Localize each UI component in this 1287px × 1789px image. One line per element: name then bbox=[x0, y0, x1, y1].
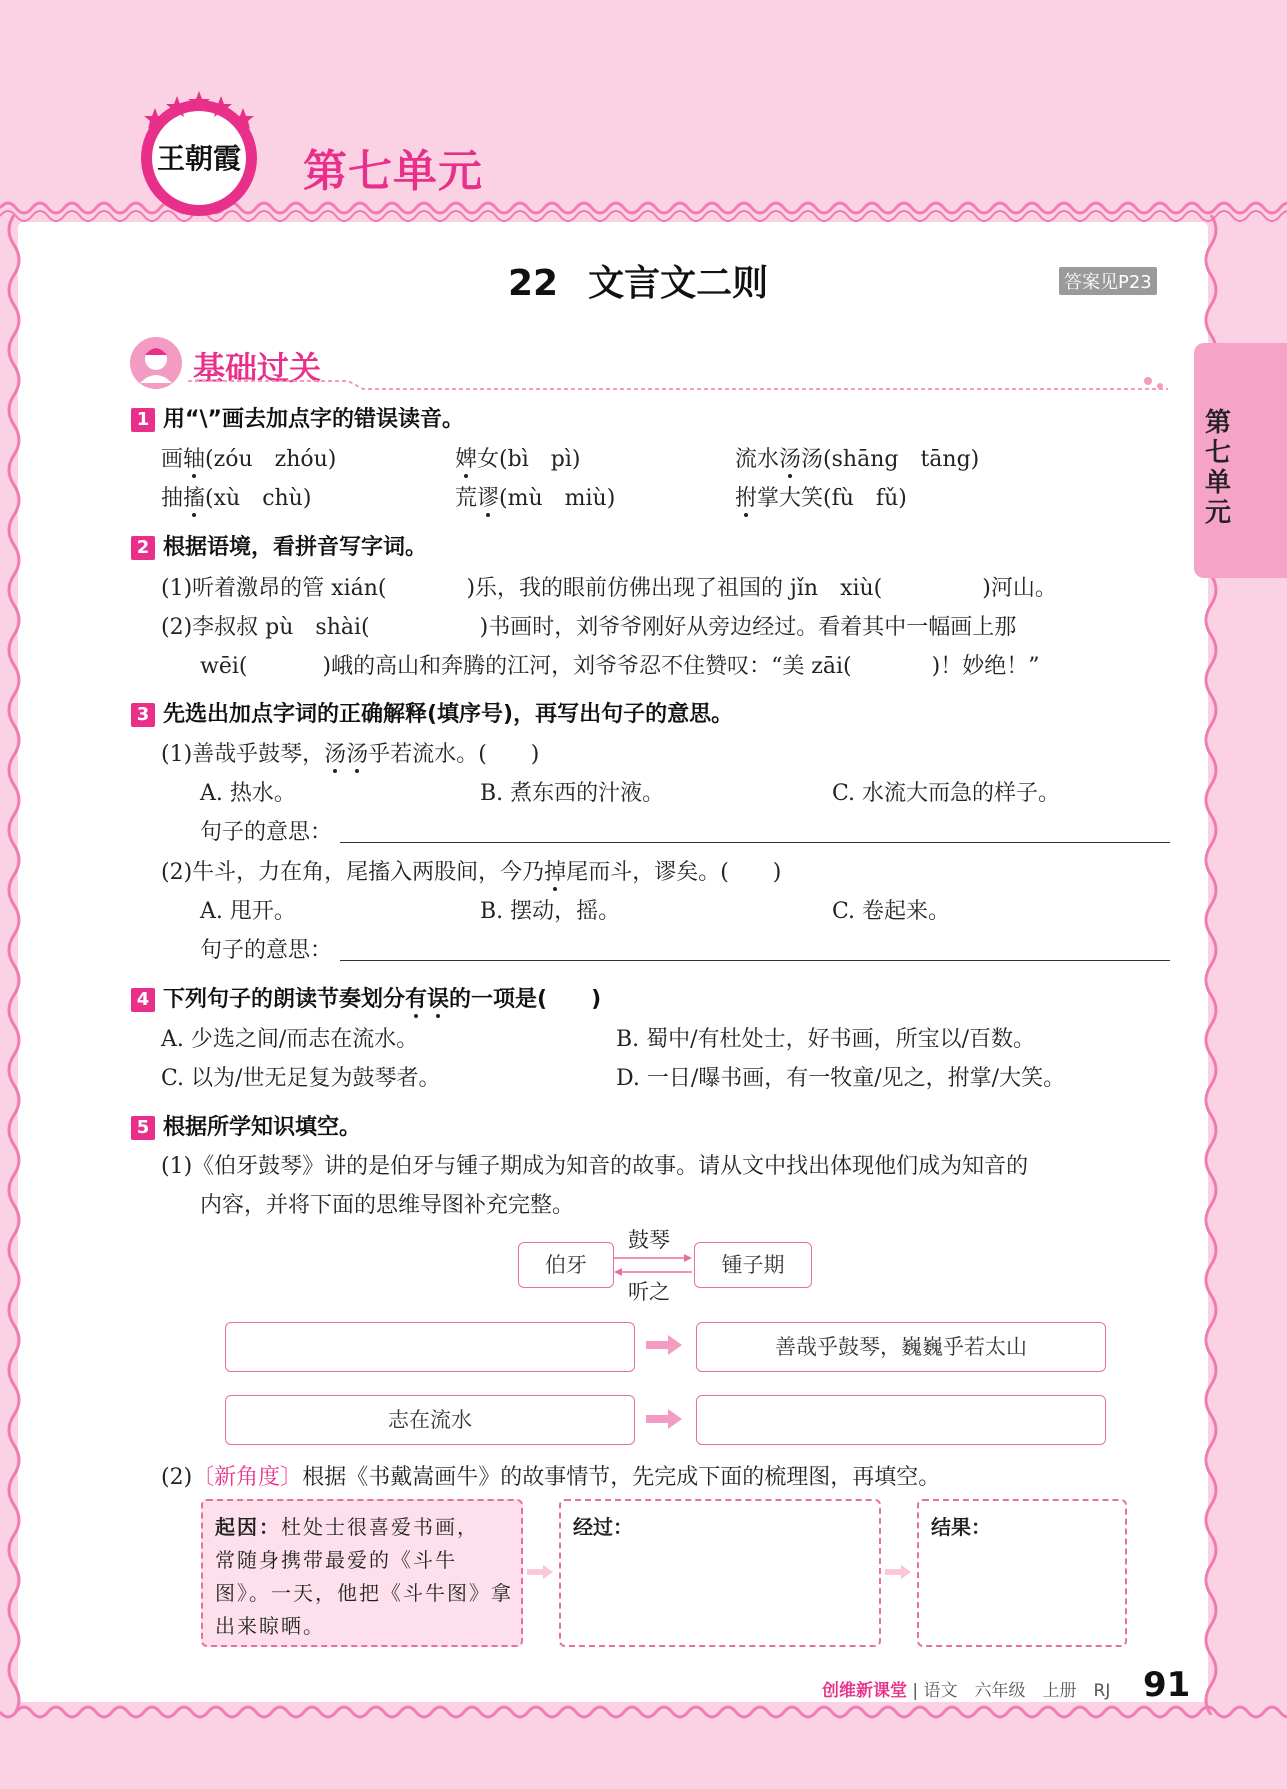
mindmap-blank-row2-right[interactable] bbox=[696, 1395, 1106, 1445]
lesson-name: 文言文二则 bbox=[588, 263, 769, 304]
q3-option-2c: C. 卷起来。 bbox=[832, 899, 951, 924]
q1-item-4: 抽搐(xù chù) bbox=[161, 481, 311, 512]
mindmap-blank-row1-left[interactable] bbox=[225, 1322, 635, 1372]
student-icon bbox=[128, 335, 184, 391]
arrow-right-icon bbox=[885, 1562, 911, 1582]
q1-item-6: 拊掌大笑(fù fǔ) bbox=[735, 481, 907, 512]
q5-part2-prompt: (2)〔新角度〕根据《书戴嵩画牛》的故事情节，先完成下面的梳理图，再填空。 bbox=[161, 1465, 941, 1490]
q5-part1-line1: (1)《伯牙鼓琴》讲的是伯牙与锺子期成为知音的故事。请从文中找出体现他们成为知音的 bbox=[161, 1154, 1029, 1179]
mindmap-arrows bbox=[612, 1250, 694, 1280]
q4-option-a: A. 少选之间/而志在流水。 bbox=[161, 1027, 419, 1052]
question-3-prompt: 3 先选出加点字词的正确解释(填序号)，再写出句子的意思。 bbox=[131, 697, 733, 728]
footer-brand: 创维新课堂 bbox=[822, 1681, 907, 1701]
q1-item-3: 流水汤汤(shāng tāng) bbox=[735, 442, 979, 473]
q3-option-1a: A. 热水。 bbox=[200, 781, 296, 806]
page-number: 91 bbox=[1143, 1665, 1191, 1705]
result-label: 结果： bbox=[931, 1515, 991, 1539]
wave-border-bottom bbox=[0, 1696, 1287, 1736]
q1-item-5: 荒谬(mù miù) bbox=[455, 481, 615, 512]
lesson-title bbox=[508, 255, 768, 306]
q3-meaning-label-2: 句子的意思： bbox=[200, 938, 333, 963]
question-2-prompt: 2 根据语境，看拼音写字词。 bbox=[131, 530, 427, 561]
mindmap-row2-left: 志在流水 bbox=[225, 1395, 635, 1445]
flow-box-process[interactable] bbox=[559, 1499, 881, 1647]
question-number: 5 bbox=[131, 1116, 155, 1140]
unit-title: 第七单元 bbox=[303, 146, 483, 197]
cause-label: 起因： bbox=[215, 1515, 281, 1539]
q3-option-1b: B. 煮东西的汁液。 bbox=[480, 781, 665, 806]
side-tab-label: 第七单元 bbox=[1204, 408, 1231, 528]
mindmap-label-guqin: 鼓琴 bbox=[628, 1228, 670, 1252]
question-number: 4 bbox=[131, 988, 155, 1012]
flow-box-result[interactable] bbox=[917, 1499, 1127, 1647]
q2-line-3: wēi( )峨的高山和奔腾的江河，刘爷爷忍不住赞叹：“美 zāi( )！妙绝！” bbox=[200, 654, 1040, 679]
arrow-right-icon bbox=[646, 1409, 682, 1429]
question-number: 3 bbox=[131, 703, 155, 727]
q3-sentence-2: (2)牛斗，力在角，尾搐入两股间，今乃掉尾而斗，谬矣。( ) bbox=[161, 855, 781, 886]
q1-item-2: 婢女(bì pì) bbox=[455, 442, 580, 473]
q3-option-2b: B. 摆动，摇。 bbox=[480, 899, 621, 924]
q5-part1-line2: 内容，并将下面的思维导图补充完整。 bbox=[200, 1193, 575, 1218]
q2-line-2: (2)李叔叔 pù shài( )书画时，刘爷爷刚好从旁边经过。看着其中一幅画上那 bbox=[161, 615, 1017, 640]
q4-option-c: C. 以为/世无足复为鼓琴者。 bbox=[161, 1066, 441, 1091]
q3-answer-line-1[interactable] bbox=[340, 842, 1170, 843]
logo-text: 王朝霞 bbox=[156, 142, 242, 175]
q4-option-d: D. 一日/曝书画，有一牧童/见之，拊掌/大笑。 bbox=[616, 1066, 1066, 1091]
question-number: 1 bbox=[131, 408, 155, 432]
question-4-prompt: 4 下列句子的朗读节奏划分有误的一项是( ) bbox=[131, 982, 601, 1013]
wave-border-left bbox=[0, 215, 22, 1715]
q3-sentence-1: (1)善哉乎鼓琴，汤汤乎若流水。( ) bbox=[161, 737, 539, 768]
q2-line-1: (1)听着激昂的管 xián( )乐，我的眼前仿佛出现了祖国的 jǐn xiù( )河山。 bbox=[161, 576, 1057, 601]
new-angle-tag: 〔新角度〕 bbox=[192, 1465, 303, 1490]
footer-info: 创维新课堂 | 语文 六年级 上册 RJ bbox=[822, 1681, 1111, 1701]
q3-option-2a: A. 甩开。 bbox=[200, 899, 296, 924]
question-5-prompt: 5 根据所学知识填空。 bbox=[131, 1110, 361, 1141]
q3-meaning-label-1: 句子的意思： bbox=[200, 820, 333, 845]
q3-answer-line-2[interactable] bbox=[340, 960, 1170, 961]
arrow-right-icon bbox=[646, 1335, 682, 1355]
process-label: 经过： bbox=[573, 1515, 633, 1539]
section-title: 基础过关 bbox=[193, 349, 322, 387]
q4-option-b: B. 蜀中/有杜处士，好书画，所宝以/百数。 bbox=[616, 1027, 1035, 1052]
lesson-number: 22 bbox=[508, 263, 559, 304]
mindmap-node-boya: 伯牙 bbox=[518, 1242, 614, 1288]
mindmap-label-tingzhi: 听之 bbox=[628, 1280, 670, 1304]
publisher-logo bbox=[133, 88, 265, 218]
arrow-right-icon bbox=[527, 1562, 553, 1582]
answer-reference-badge: 答案见P23 bbox=[1059, 267, 1157, 295]
question-number: 2 bbox=[131, 536, 155, 560]
mindmap-node-zhongziqi: 锺子期 bbox=[694, 1242, 812, 1288]
mindmap-row1-right: 善哉乎鼓琴，巍巍乎若太山 bbox=[696, 1322, 1106, 1372]
question-1-prompt: 1 用“\”画去加点字的错误读音。 bbox=[131, 402, 464, 433]
flow-box-cause: 起因：杜处士很喜爱书画， 常随身携带最爱的《斗牛 图》。一天，他把《斗牛图》拿 出来晾晒。 bbox=[201, 1499, 523, 1647]
q1-item-1: 画轴(zóu zhóu) bbox=[161, 442, 336, 473]
section-divider bbox=[188, 373, 1168, 393]
q3-option-1c: C. 水流大而急的样子。 bbox=[832, 781, 1061, 806]
